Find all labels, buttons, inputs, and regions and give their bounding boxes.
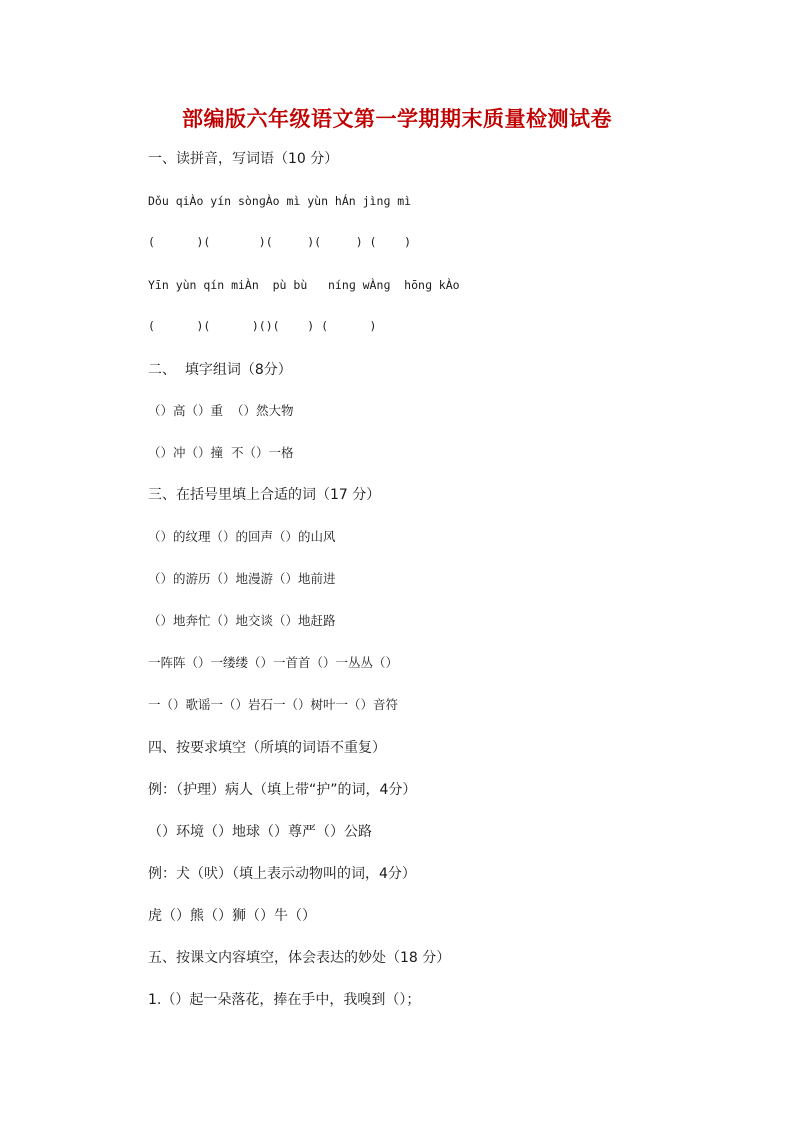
section3-row-2: （）的游历（）地漫游（）地前进: [148, 571, 336, 586]
blanks-row-1: ( )( )( )( ) ( ): [148, 235, 412, 249]
blanks-row-2: ( )( )()( ) ( ): [148, 319, 377, 333]
section5-row-1: 1.（）起一朵落花，捧在手中，我嗅到（）；: [148, 992, 421, 1008]
section1-heading: 一、读拼音，写词语（10 分）: [148, 151, 339, 167]
section2-row-1: （）高（）重 （）然大物: [148, 403, 294, 418]
section3-row-3: （）地奔忙（）地交谈（）地赶路: [148, 613, 336, 628]
section4-row-2: 虎（）熊（）狮（）牛（）: [148, 908, 316, 924]
document-title: 部编版六年级语文第一学期期末质量检测试卷: [182, 107, 612, 131]
section4-heading: 四、按要求填空（所填的词语不重复）: [148, 740, 386, 756]
section2-row-2: （）冲（）撞 不（）一格: [148, 445, 294, 460]
section4-example-1: 例：（护理）病人（填上带“护”的词，4分）: [148, 782, 417, 798]
section3-row-4: 一阵阵（）一缕缕（）一首首（）一丛丛（）: [148, 655, 399, 670]
pinyin-row-2: Yīn yùn qín miÀn pù bù nínɡ wÀnɡ hōnɡ kÀo: [148, 278, 460, 292]
section3-row-5: 一（）歌谣一（）岩石一（）树叶一（）音符: [148, 697, 399, 712]
section4-row-1: （）环境（）地球（）尊严（）公路: [148, 824, 372, 840]
section4-example-2: 例：犬（吠）（填上表示动物叫的词，4分）: [148, 866, 416, 882]
section3-row-1: （）的纹理（）的回声（）的山风: [148, 529, 336, 544]
section2-heading: 二、 填字组词（8分）: [148, 362, 292, 378]
pinyin-row-1: Dǒu qiÀo yín sònɡÀo mì yùn hÁn jìnɡ mì: [148, 194, 412, 208]
section3-heading: 三、在括号里填上合适的词（17 分）: [148, 487, 381, 503]
section5-heading: 五、按课文内容填空，体会表达的妙处（18 分）: [148, 950, 451, 966]
